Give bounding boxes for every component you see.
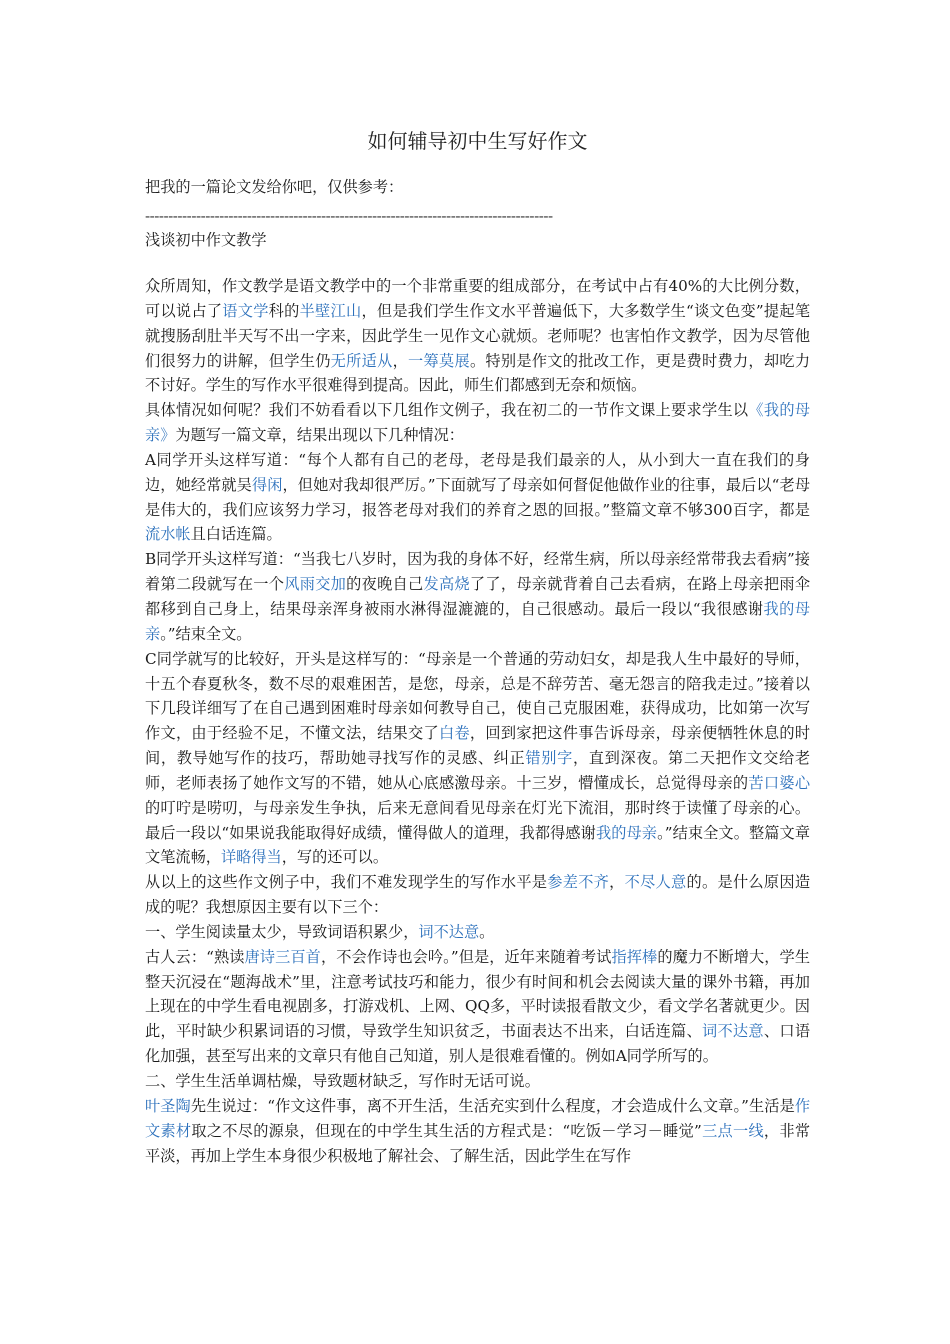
paragraph-text: 。”结束全文。整篇文章文笔流畅， <box>145 823 811 867</box>
keyword-link[interactable]: 一筹莫展 <box>408 351 470 370</box>
paragraph <box>145 1094 810 1169</box>
paragraph <box>145 274 810 398</box>
paragraph <box>145 448 810 547</box>
paragraph-text: 为题写一篇文章，结果出现以下几种情况： <box>175 426 464 445</box>
paragraph <box>145 398 810 448</box>
paragraph-text: 了了，母亲就背着自己去看病，在路上母亲把雨伞都移到自己身上，结果母亲浑身被雨水淋得湿漉漉的，自己很感动。最后一段以“我很感谢 <box>145 575 811 618</box>
keyword-link[interactable]: 我的母亲 <box>145 599 810 643</box>
paragraph-text: ，不会作诗也会吟。”但是，近年来随着考试 <box>320 947 612 966</box>
paragraph <box>145 920 810 945</box>
keyword-link[interactable]: 《我的母亲》 <box>145 401 811 445</box>
paragraph-text: 从以上的这些作文例子中，我们不难发现学生的写作水平是 <box>145 873 548 892</box>
document-title: 如何辅导初中生写好作文 <box>367 129 588 153</box>
keyword-link[interactable]: 半壁江山 <box>299 301 362 320</box>
separator-line: ---------------------------------------------------------------------------------------- <box>145 207 553 225</box>
paragraph-text: ，但她对我却很严厉。”下面就写了母亲如何督促他做作业的往事，最后以“老母是伟大的，我们应该努力学习，报答老母对我们的养育之恩的回报。”整篇文章不够300百字，都是 <box>145 475 811 519</box>
paragraph <box>145 547 810 646</box>
keyword-link[interactable]: 语文学 <box>222 301 269 320</box>
keyword-link[interactable]: 指挥棒 <box>611 947 658 966</box>
paragraph-text: ，直到深夜。第二天把作文交给老师，老师表扬了她作文写的不错，她从心底感激母亲。十三岁，懵懂成长，总觉得母亲的 <box>145 749 811 792</box>
keyword-link[interactable]: 词不达意 <box>701 1022 764 1041</box>
essay-body <box>145 274 810 1168</box>
paragraph-text: 。特别是作文的批改工作，更是费时费力，却吃力不讨好。学生的写作水平很难得到提高。因此，师生们都感到无奈和烦恼。 <box>145 351 811 395</box>
keyword-link[interactable]: 风雨交加 <box>284 575 347 594</box>
paragraph-text: ，写的还可以。 <box>281 848 388 867</box>
paragraph-text: A同学开头这样写道：“每个人都有自己的老母，老母是我们最亲的人，从小到大一直在我们的身边，她经常就吴 <box>145 450 810 494</box>
paragraph-text: 的叮咛是唠叨，与母亲发生争执，后来无意间看见母亲在灯光下流泪，那时终于读懂了母亲的心。最后一段以“如果说我能取得好成绩，懂得做人的道理，我都得感谢 <box>145 798 810 842</box>
paragraph-text: 众所周知，作文教学是语文教学中的一个非常重要的组成部分，在考试中占有40%的大比例分数，可以说占了 <box>145 277 810 320</box>
keyword-link[interactable]: 唐诗三百首 <box>244 947 321 966</box>
paragraph-text: 。”结束全文。 <box>160 624 252 643</box>
paragraph-text: 先生说过：“作文这件事，离不开生活，生活充实到什么程度，才会造成什么文章。”生活是 <box>190 1096 795 1115</box>
paragraph-text: 的夜晚自己 <box>346 575 424 594</box>
keyword-link[interactable]: 白卷 <box>438 724 470 743</box>
keyword-link[interactable]: 词不达意 <box>418 922 480 941</box>
paragraph-text: 一、学生阅读量太少，导致词语积累少， <box>145 922 419 941</box>
paragraph-text: ，但是我们学生作文水平普遍低下，大多数学生“谈文色变”提起笔就搜肠刮肚半天写不出一字来，因此学生一见作文心就烦。老师呢？也害怕作文教学，因为尽管他们很努力的讲解，但学生仍 <box>145 301 811 370</box>
keyword-link[interactable]: 流水帐 <box>145 525 191 544</box>
keyword-link[interactable]: 叶圣陶 <box>145 1096 191 1115</box>
keyword-link[interactable]: 得闲 <box>251 475 283 494</box>
paragraph-text: 取之不尽的源泉，但现在的中学生其生活的方程式是：“吃饭－学习－睡觉” <box>191 1121 702 1140</box>
paragraph-text: 科的 <box>268 301 300 320</box>
keyword-link[interactable]: 不尽人意 <box>624 873 687 892</box>
keyword-link[interactable]: 三点一线 <box>701 1121 764 1140</box>
keyword-link[interactable]: 详略得当 <box>220 848 282 867</box>
paragraph-text: ， <box>392 351 409 370</box>
paragraph-text: 的魔力不断增大，学生整天沉浸在“题海战术”里，注意考试技巧和能力，很少有时间和机会去阅读大量的课外书籍，再加上现在的中学生看电视剧多，打游戏机、上网、QQ多，平时读报看散文少，看文学名著就更少。因此，平时缺少积累词语的习惯，导致学生知识贫乏，书面表达不出来，白话连篇、 <box>145 947 811 1041</box>
essay-subtitle: 浅谈初中作文教学 <box>145 231 267 249</box>
keyword-link[interactable]: 无所适从 <box>330 351 393 370</box>
intro-line: 把我的一篇论文发给你吧，仅供参考： <box>145 178 404 196</box>
keyword-link[interactable]: 参差不齐 <box>547 873 610 892</box>
paragraph-text: 二、学生生活单调枯燥，导致题材缺乏，写作时无话可说。 <box>145 1072 540 1090</box>
keyword-link[interactable]: 发高烧 <box>423 575 470 594</box>
paragraph <box>145 647 810 871</box>
keyword-link[interactable]: 作文素材 <box>145 1096 810 1140</box>
paragraph <box>145 870 810 920</box>
keyword-link[interactable]: 错别字 <box>525 749 573 768</box>
paragraph <box>145 945 810 1069</box>
paragraph <box>145 1069 810 1094</box>
keyword-link[interactable]: 苦口婆心 <box>748 773 811 792</box>
paragraph-text: ， <box>609 873 625 892</box>
paragraph-text: 且白话连篇。 <box>190 525 282 544</box>
paragraph-text: ，回到家把这件事告诉母亲，母亲便牺牲休息的时间，教导她写作的技巧，帮助她寻找写作的灵感、纠正 <box>145 724 811 768</box>
paragraph-text: 古人云：“熟读 <box>145 947 245 966</box>
paragraph-text: B同学开头这样写道：“当我七八岁时，因为我的身体不好，经常生病，所以母亲经常带我去看病”接着第二段就写在一个 <box>145 550 810 594</box>
paragraph-text: C同学就写的比较好，开头是这样写的：“母亲是一个普通的劳动妇女，却是我人生中最好的导师，十五个春夏秋冬，数不尽的艰难困苦，是您，母亲，总是不辞劳苦、毫无怨言的陪我走过。”接着以下几段详细写了在自己遇到困难时母亲如何教导自己，使自己克服困难，获得成功，比如第一次写作文，由于经验不足，不懂文法，结果交了 <box>145 649 810 743</box>
keyword-link[interactable]: 我的母亲 <box>595 823 658 842</box>
paragraph-text: 具体情况如何呢？我们不妨看看以下几组作文例子，我在初二的一节作文课上要求学生以 <box>145 401 749 420</box>
paragraph-text: ，非常平淡，再加上学生本身很少积极地了解社会、了解生活，因此学生在写作 <box>145 1121 811 1165</box>
paragraph-text: 、口语化加强，甚至写出来的文章只有他自己知道，别人是很难看懂的。例如A同学所写的。 <box>145 1022 811 1066</box>
paragraph-text: 的。是什么原因造成的呢？我想原因主要有以下三个： <box>145 873 811 917</box>
paragraph-text: 。 <box>479 922 495 941</box>
